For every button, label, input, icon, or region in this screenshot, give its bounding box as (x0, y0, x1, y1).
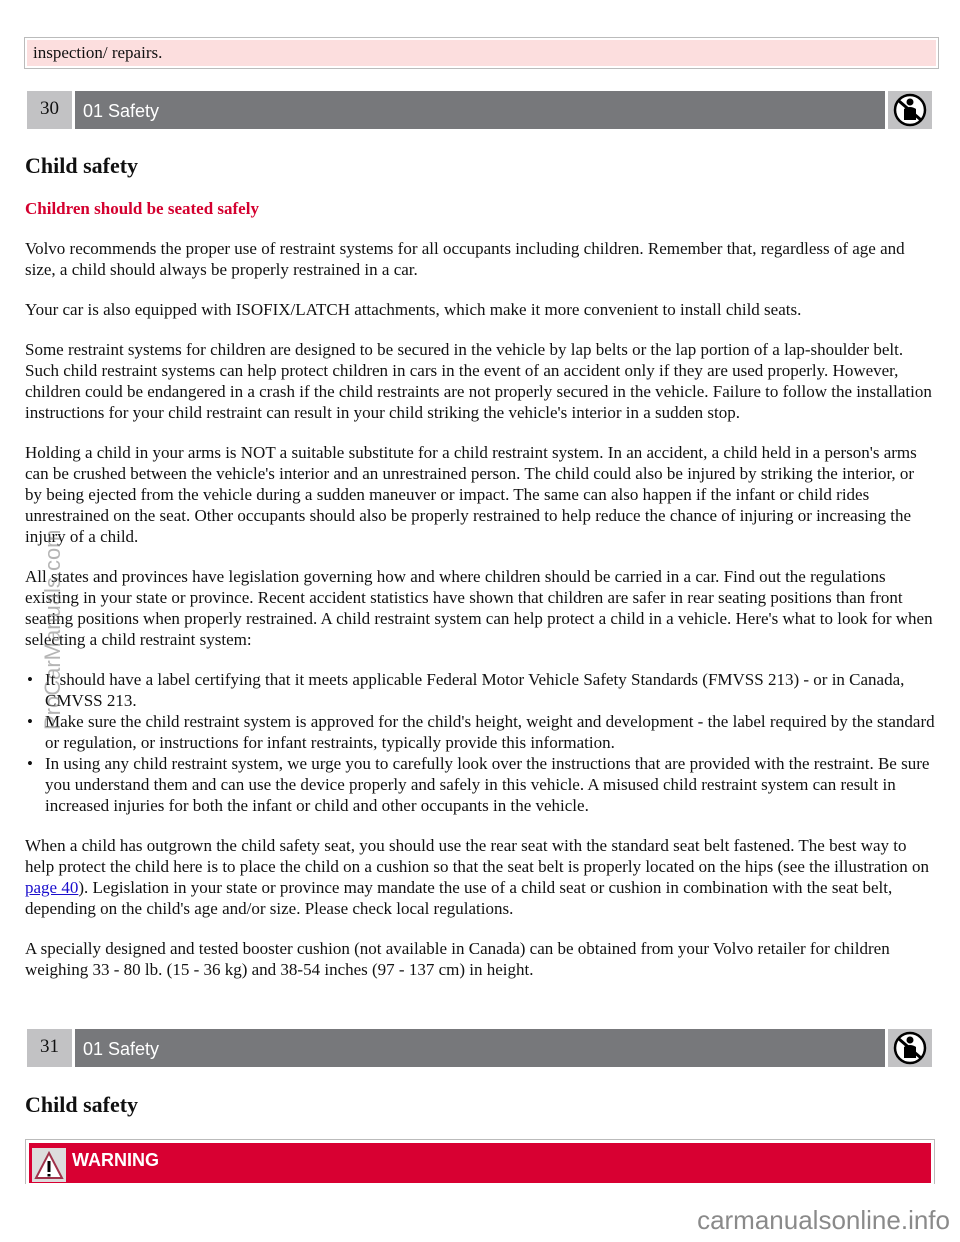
seatbelt-icon (888, 91, 932, 129)
section-title: 01 Safety (75, 91, 885, 129)
warning-box (25, 1139, 935, 1184)
section-header-bar (27, 1029, 932, 1067)
section-title: 01 Safety (75, 1029, 885, 1067)
page-number: 31 (27, 1029, 72, 1067)
list-item-text: In using any child restraint system, we urge you to carefully look over the instructions that are provided with the restraint. Be sure you understand them and can use the device properly and safely in this vehicle. A misused child restraint system can result in increased injuries for both the infant or child and other occupants in the vehicle. (45, 754, 930, 815)
list-item (25, 711, 935, 753)
list-item-text: It should have a label certifying that it meets applicable Federal Motor Vehicle Safety Standards (FMVSS 213) - or in Canada, CMVSS 213. (45, 670, 905, 710)
seatbelt-icon (888, 1029, 932, 1067)
paragraph: Some restraint systems for children are designed to be secured in the vehicle by lap belts or the lap portion of a lap-shoulder belt. Such child restraint systems can help protect children in cars in the event of an accident only if they are used properly. However, children could be endangered in a crash if the child restraints are not properly secured in the vehicle. Failure to follow the installation instructions for your child restraint can result in your child striking the vehicle's interior in a sudden stop. (25, 340, 932, 422)
subheading: Children should be seated safely (25, 199, 259, 218)
warning-triangle-icon (32, 1148, 66, 1182)
list-item (25, 669, 935, 711)
section-header-bar (27, 91, 932, 129)
page-link[interactable]: page 40 (25, 878, 79, 897)
list-item (25, 753, 935, 816)
paragraph (25, 835, 935, 919)
main-content (25, 153, 935, 999)
list-item-text: Make sure the child restraint system is approved for the child's height, weight and development - the label required by the standard or regulation, or instructions for infant restraints, typically provide this information. (45, 712, 935, 752)
text: When a child has outgrown the child safety seat, you should use the rear seat with the standard seat belt fastened. The best way to help protect the child here is to place the child on a cushion so that the seat belt is properly located on the hips (see the illustration on (25, 836, 930, 876)
second-content (25, 1092, 935, 1118)
note-text: inspection/ repairs. (33, 43, 163, 62)
page-heading: Child safety (25, 153, 139, 178)
side-watermark: ProCarManuals.com (40, 529, 65, 730)
paragraph: Holding a child in your arms is NOT a suitable substitute for a child restraint system. In an accident, a child held in a person's arms can be crushed between the vehicle's interior and an unrestrained person. The child could also be injured by striking the interior, or by being ejected from the vehicle during a sudden maneuver or impact. The same can also happen if the infant or child rides unrestrained on the seat. Other occupants should also be properly restrained to help reduce the chance of injuring or increasing the injury of a child. (25, 443, 917, 546)
paragraph: All states and provinces have legislation governing how and where children should be carried in a car. Find out the regulations existing in your state or province. Recent accident statistics have shown that children are safer in rear seating positions than front seating positions when properly restrained. A child restraint system can help protect a child in a vehicle. Here's what to look for when selecting a child restraint system: (25, 567, 933, 649)
paragraph: A specially designed and tested booster cushion (not available in Canada) can be obtained from your Volvo retailer for children weighing 33 - 80 lb. (15 - 36 kg) and 38-54 inches (97 - 137 cm) in height. (25, 939, 890, 979)
bullet-list (25, 669, 935, 816)
page-number: 30 (27, 91, 72, 129)
bottom-watermark: carmanualsonline.info (697, 1205, 950, 1235)
page-heading: Child safety (25, 1092, 139, 1117)
paragraph: Your car is also equipped with ISOFIX/LATCH attachments, which make it more convenient to install child seats. (25, 300, 802, 319)
note-box (25, 38, 938, 68)
paragraph: Volvo recommends the proper use of restraint systems for all occupants including children. Remember that, regardless of age and size, a child should always be properly restrained in a car. (25, 239, 905, 279)
warning-label: WARNING (72, 1150, 159, 1170)
text: ). Legislation in your state or province may mandate the use of a child seat or cushion in combination with the seat belt, depending on the child's age and/or size. Please check local regulations. (25, 878, 893, 918)
